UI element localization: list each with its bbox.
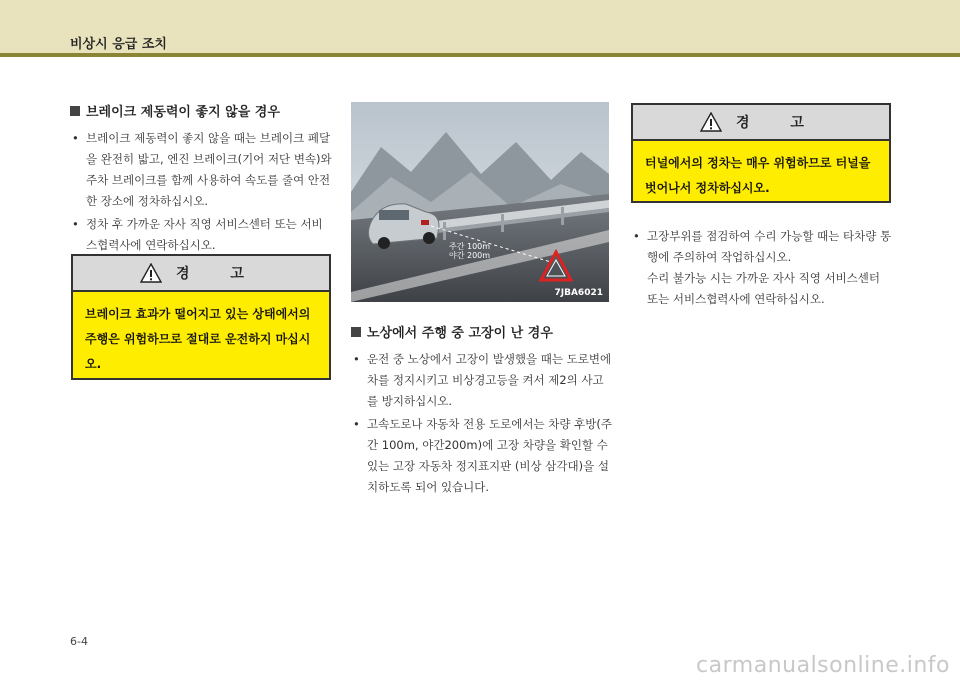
brake-heading: 브레이크 제동력이 좋지 않을 경우 (70, 101, 332, 120)
square-bullet-icon (351, 327, 361, 337)
distance-label: 주간 100m 야간 200m (449, 242, 491, 260)
page-number: 6-4 (70, 635, 88, 648)
watermark: carmanualsonline.info (696, 653, 950, 678)
breakdown-bullet-list (351, 349, 613, 498)
breakdown-heading: 노상에서 주행 중 고장이 난 경우 (351, 322, 613, 341)
repair-bullet-list (631, 226, 893, 310)
warning-text: 터널에서의 정차는 매우 위험하므로 터널을 벗어나서 정차하십시오. (645, 156, 871, 195)
warning-triangle-icon (140, 263, 162, 283)
list-item: • 고장부위를 점검하여 수리 가능할 때는 타차량 통행에 주의하여 작업하십시오. 수리 불가능 시는 가까운 자사 직영 서비스센터 또는 서비스협력사에 연락하십시오. (631, 226, 893, 310)
warning-text: 브레이크 효과가 떨어지고 있는 상태에서의 주행은 위험하므로 절대로 운전하지 마십시오. (85, 307, 311, 371)
warning-header (73, 256, 329, 292)
road-scene-icon (351, 102, 609, 302)
roadside-triangle-illustration (351, 102, 609, 302)
right-column (631, 226, 893, 312)
square-bullet-icon (70, 106, 80, 116)
warning-title: 경 고 (736, 115, 822, 131)
header-rule (0, 53, 960, 57)
list-item: • 고속도로나 자동차 전용 도로에서는 차량 후방(주간 100m, 야간200m)에 고장 차량을 확인할 수 있는 고장 자동차 정지표지판 (비상 삼각대)을 설치하도록 되어 있습니다. (351, 414, 613, 498)
tunnel-warning-box (631, 103, 891, 203)
warning-header (633, 105, 889, 141)
section-title: 비상시 응급 조치 (70, 37, 167, 52)
list-item: • 운전 중 노상에서 고장이 발생했을 때는 도로변에 차를 정지시키고 비상경고등을 켜서 제2의 사고를 방지하십시오. (351, 349, 613, 412)
warning-triangle-icon (700, 112, 722, 132)
list-item: • 브레이크 제동력이 좋지 않을 때는 브레이크 페달을 완전히 밟고, 엔진 브레이크(기어 저단 변속)와 주차 브레이크를 함께 사용하여 속도를 줄여 안전한 장소에 정차하십시오. (70, 128, 332, 212)
brake-warning-box (71, 254, 331, 380)
warning-title: 경 고 (176, 266, 262, 282)
left-column (70, 101, 332, 258)
brake-bullet-list (70, 128, 332, 256)
list-item: • 정차 후 가까운 자사 직영 서비스센터 또는 서비스협력사에 연락하십시오. (70, 214, 332, 256)
middle-column (351, 322, 613, 500)
figure-code: 7JBA6021 (554, 288, 603, 298)
